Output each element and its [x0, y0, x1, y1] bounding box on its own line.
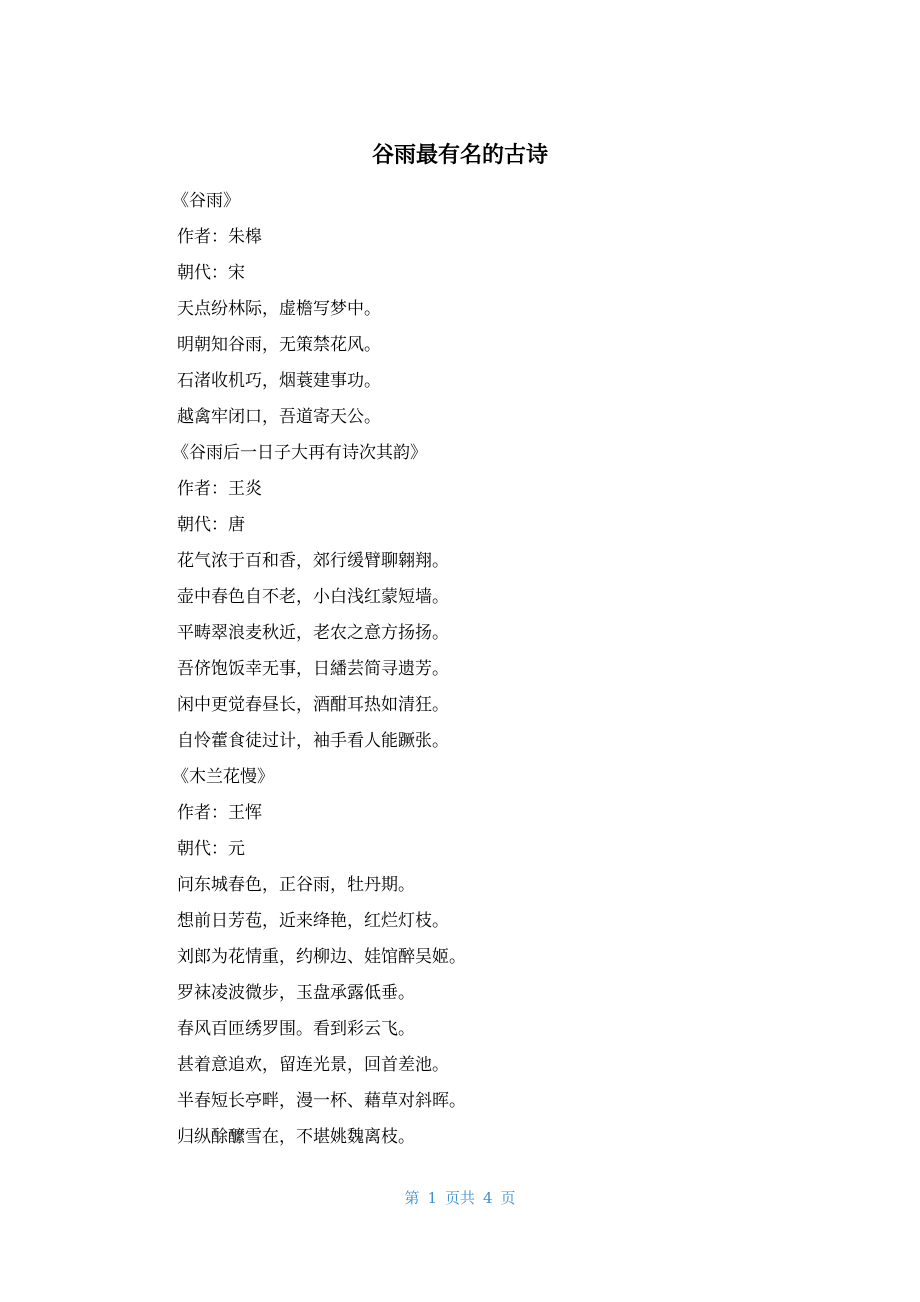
verse-line: 自怜藿食徒过计，袖手看人能蹶张。 [177, 731, 449, 751]
footer-current-page: 1 [427, 1189, 437, 1207]
verse-line: 想前日芳苞，近来绛艳，红烂灯枝。 [177, 911, 449, 931]
verse-line: 平畴翠浪麦秋近，老农之意方扬扬。 [177, 623, 449, 643]
poem-title: 《谷雨》 [172, 191, 240, 211]
author-line: 作者：朱槔 [177, 227, 262, 247]
footer-total-pages: 4 [483, 1189, 493, 1207]
verse-line: 春风百匝绣罗围。看到彩云飞。 [177, 1019, 415, 1039]
author-line: 作者：王恽 [177, 803, 262, 823]
verse-line: 闲中更觉春昼长，酒酣耳热如清狂。 [177, 695, 449, 715]
author-line: 作者：王炎 [177, 479, 262, 499]
page-title: 谷雨最有名的古诗 [371, 143, 548, 168]
page-footer [0, 1185, 920, 1211]
footer-pages-label: 页 [500, 1189, 516, 1207]
verse-line: 半春短长亭畔，漫一杯、藉草对斜晖。 [177, 1091, 466, 1111]
verse-line: 刘郎为花情重，约柳边、娃馆醉吴姬。 [177, 947, 466, 967]
verse-line: 越禽牢闭口，吾道寄天公。 [177, 407, 381, 427]
verse-line: 花气浓于百和香，郊行缓臂聊翱翔。 [177, 551, 449, 571]
dynasty-line: 朝代：宋 [177, 263, 245, 283]
footer-page-label: 第 [404, 1189, 420, 1207]
verse-line: 天点纷林际，虚檐写梦中。 [177, 299, 381, 319]
verse-line: 甚着意追欢，留连光景，回首差池。 [177, 1055, 449, 1075]
poem-title: 《谷雨后一日子大再有诗次其韵》 [172, 443, 427, 463]
verse-line: 壶中春色自不老，小白浅红蒙短墙。 [177, 587, 449, 607]
verse-line: 石渚收机巧，烟蓑建事功。 [177, 371, 381, 391]
dynasty-line: 朝代：元 [177, 839, 245, 859]
verse-line: 归纵酴醿雪在，不堪姚魏离枝。 [177, 1127, 415, 1147]
footer-of-label: 页共 [444, 1189, 475, 1207]
poem-title: 《木兰花慢》 [172, 767, 274, 787]
verse-line: 明朝知谷雨，无策禁花风。 [177, 335, 381, 355]
verse-line: 罗袜凌波微步，玉盘承露低垂。 [177, 983, 415, 1003]
verse-line: 吾侪饱饭幸无事，日繙芸简寻遗芳。 [177, 659, 449, 679]
dynasty-line: 朝代：唐 [177, 515, 245, 535]
document-body [172, 183, 777, 1155]
verse-line: 问东城春色，正谷雨，牡丹期。 [177, 875, 415, 895]
